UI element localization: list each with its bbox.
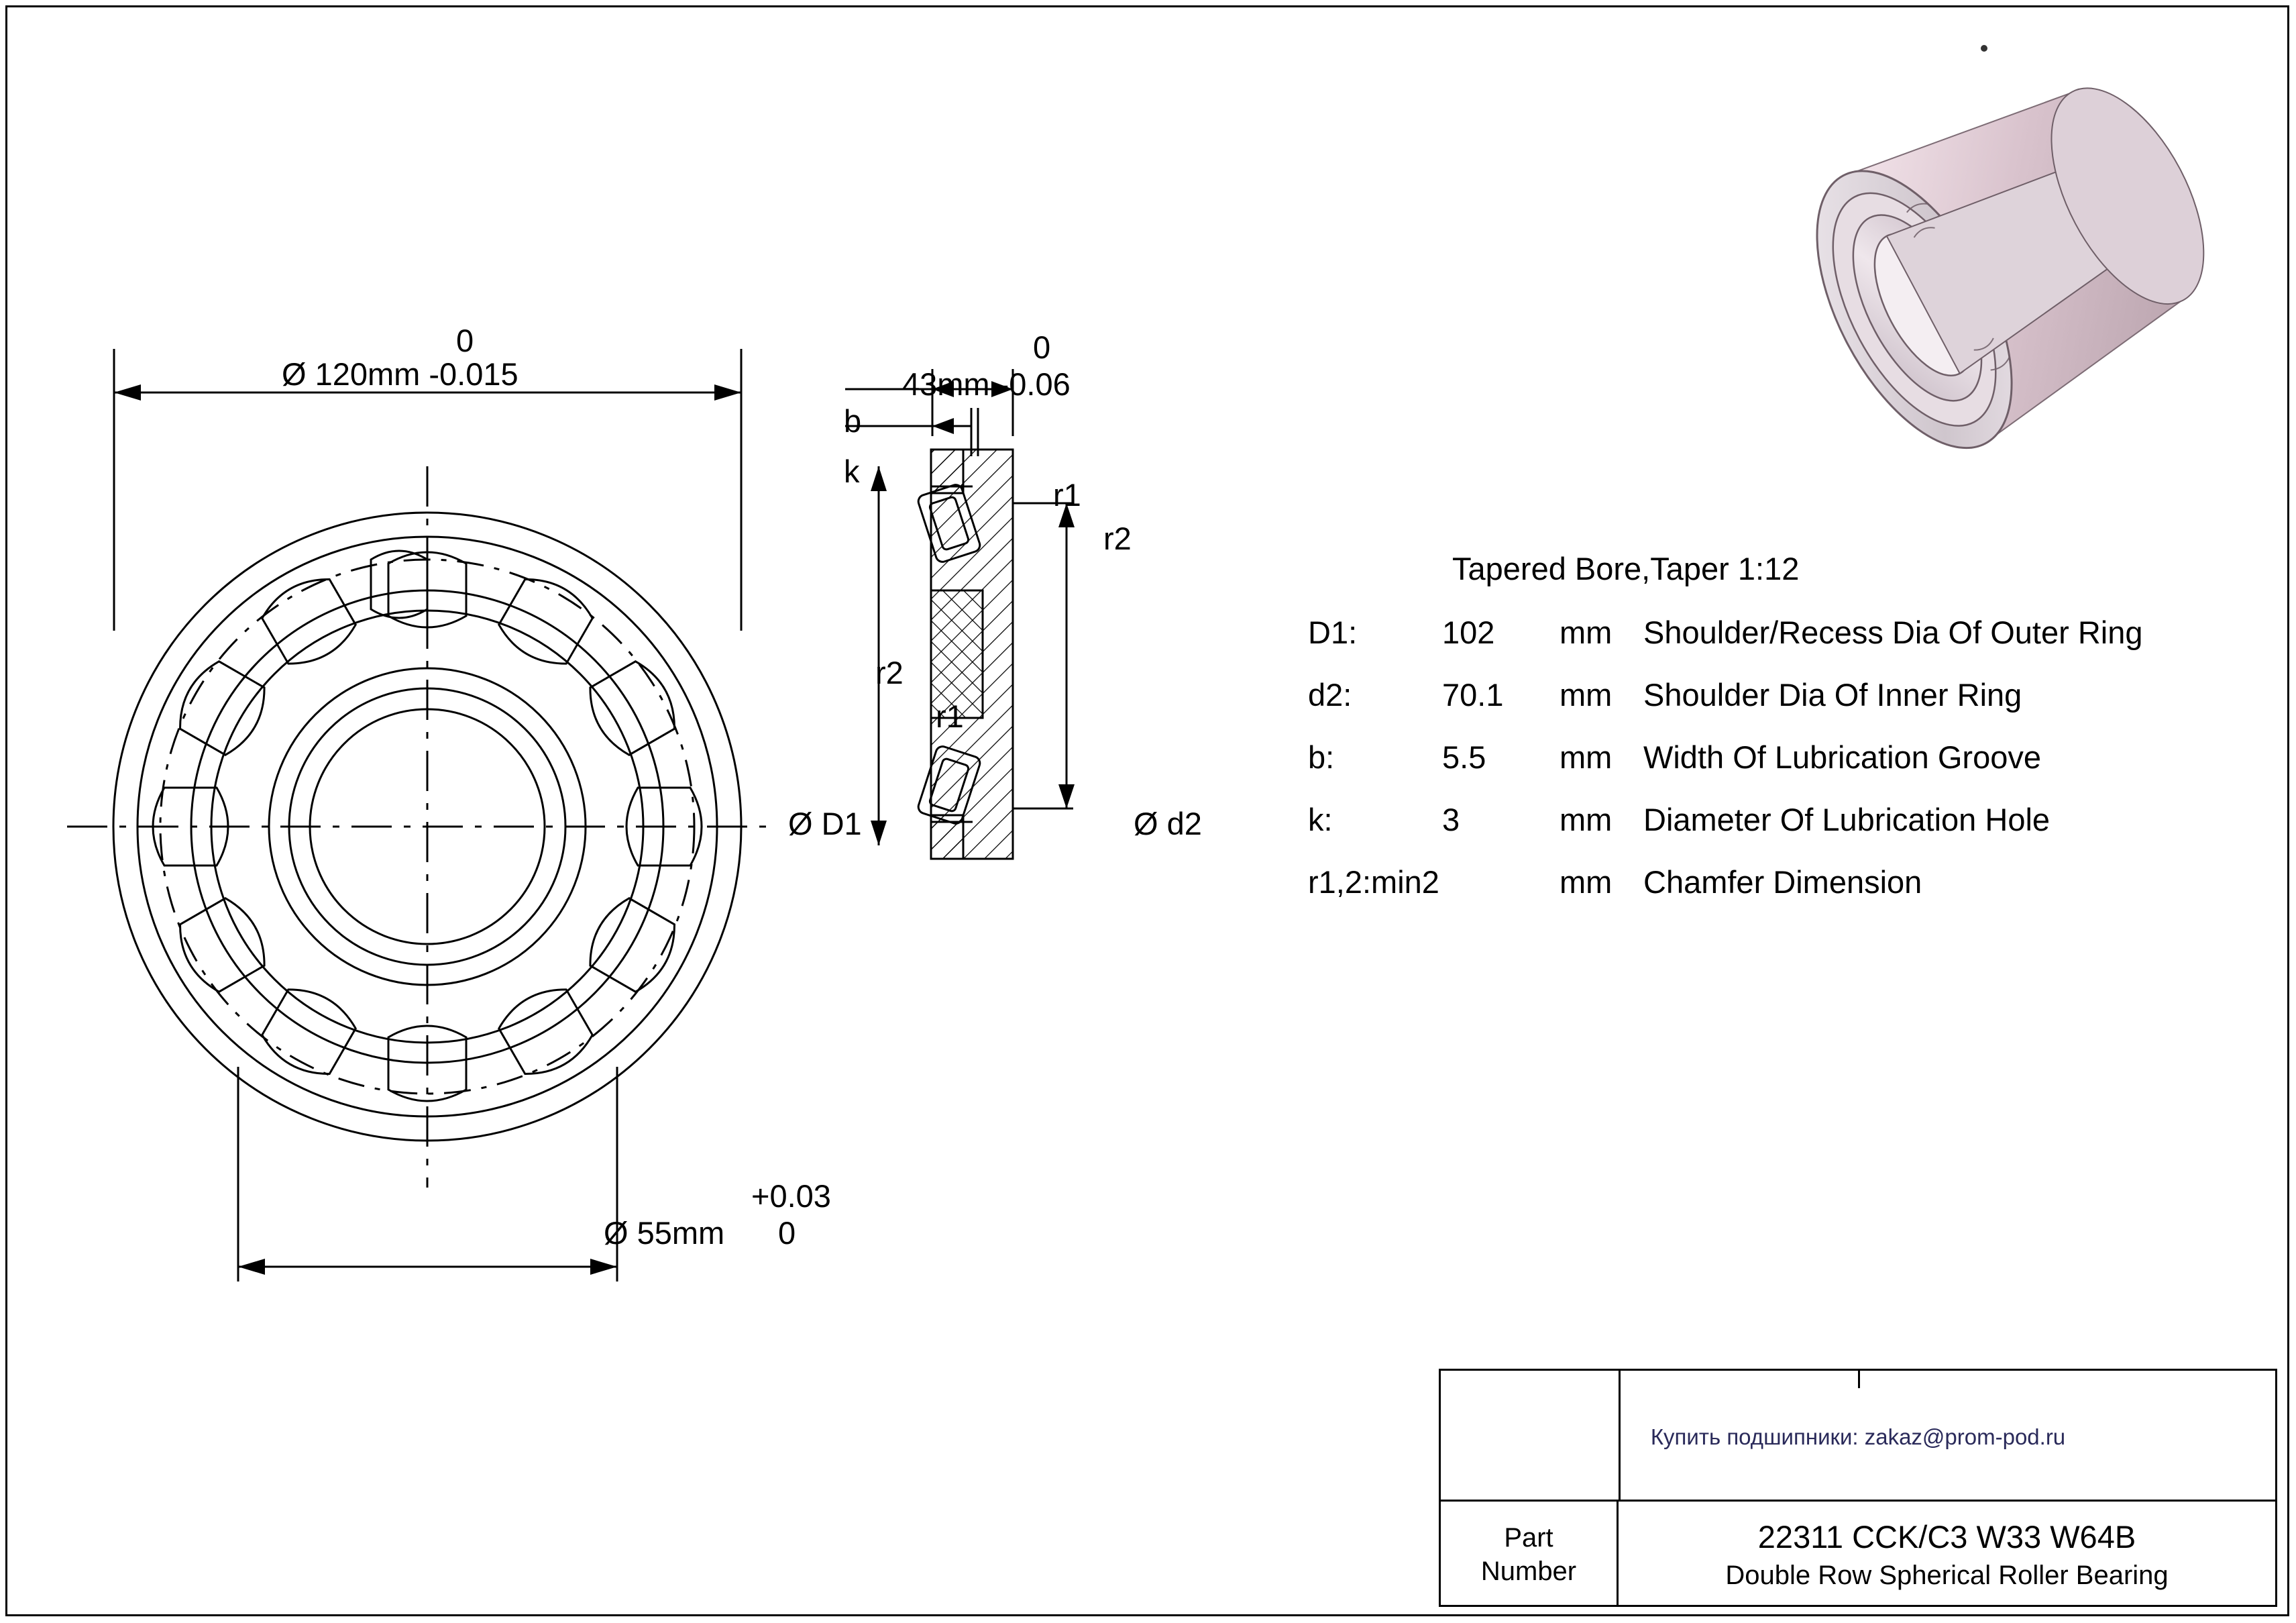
title-block-top [1441,1371,2275,1502]
spec-value: 102 [1442,615,1495,650]
label-r1-left: r1 [936,698,964,734]
label-r2-left: r2 [875,655,904,690]
label-r2-top: r2 [1103,521,1132,556]
spec-description: Diameter Of Lubrication Hole [1643,802,2051,837]
spec-description: Shoulder Dia Of Inner Ring [1643,677,2022,713]
spec-description: Width Of Lubrication Groove [1643,739,2041,775]
bore-diameter-dimension: Ø 55mm [604,1215,725,1251]
spec-row-k [1308,801,2267,838]
spec-row-chamfer [1308,863,2267,900]
label-b: b [844,403,862,439]
spec-value: 3 [1442,802,1460,837]
width-dimension: 43mm -0.06 [902,366,1071,402]
title-block-tick [1858,1371,1860,1388]
front-view-drawing [40,309,778,1302]
spec-description: Shoulder/Recess Dia Of Outer Ring [1643,615,2143,650]
spec-symbol: D1: [1308,615,1358,650]
spec-unit: mm [1560,864,1612,900]
bore-dim-tolerance-bottom: 0 [778,1215,796,1251]
spec-unit: mm [1560,615,1612,650]
title-block [1439,1369,2277,1607]
specification-list [1308,550,2267,926]
spec-symbol: b: [1308,739,1335,775]
spec-symbol: r1,2:min2 [1308,864,1439,900]
part-description: Double Row Spherical Roller Bearing [1725,1560,2169,1590]
spec-unit: mm [1560,739,1612,775]
part-number-label [1441,1502,1619,1607]
width-dim-tolerance-top: 0 [1033,329,1051,365]
spec-symbol: k: [1308,802,1333,837]
label-r1-top: r1 [1053,477,1081,513]
spec-row-d1 [1308,614,2267,651]
taper-note: Tapered Bore,Taper 1:12 [1452,551,1800,586]
part-info [1619,1502,2275,1607]
outer-dim-tolerance-top: 0 [456,323,474,358]
spec-row-b [1308,739,2267,776]
spec-description: Chamfer Dimension [1643,864,1922,900]
bearing-3d-render [1771,20,2281,503]
spec-value: 5.5 [1442,739,1486,775]
vendor-contact-note: Купить подшипники: zakaz@prom-pod.ru [1650,1424,2066,1449]
spec-row-d2 [1308,676,2267,713]
bore-dim-tolerance-top: +0.03 [751,1178,831,1214]
part-label-line2: Number [1480,1556,1577,1586]
d1-dimension-label: Ø D1 [788,806,862,841]
outer-diameter-dimension: Ø 120mm -0.015 [282,356,518,392]
spec-value: 70.1 [1442,677,1504,713]
d2-dimension-label: Ø d2 [1134,806,1202,841]
section-view-drawing [805,349,1274,1154]
spec-unit: mm [1560,802,1612,837]
spec-unit: mm [1560,677,1612,713]
spec-symbol: d2: [1308,677,1352,713]
title-block-bottom [1441,1502,2275,1607]
label-k: k [844,454,860,489]
part-number-value: 22311 CCK/C3 W33 W64B [1757,1518,2136,1555]
part-label-line1: Part [1504,1522,1553,1553]
